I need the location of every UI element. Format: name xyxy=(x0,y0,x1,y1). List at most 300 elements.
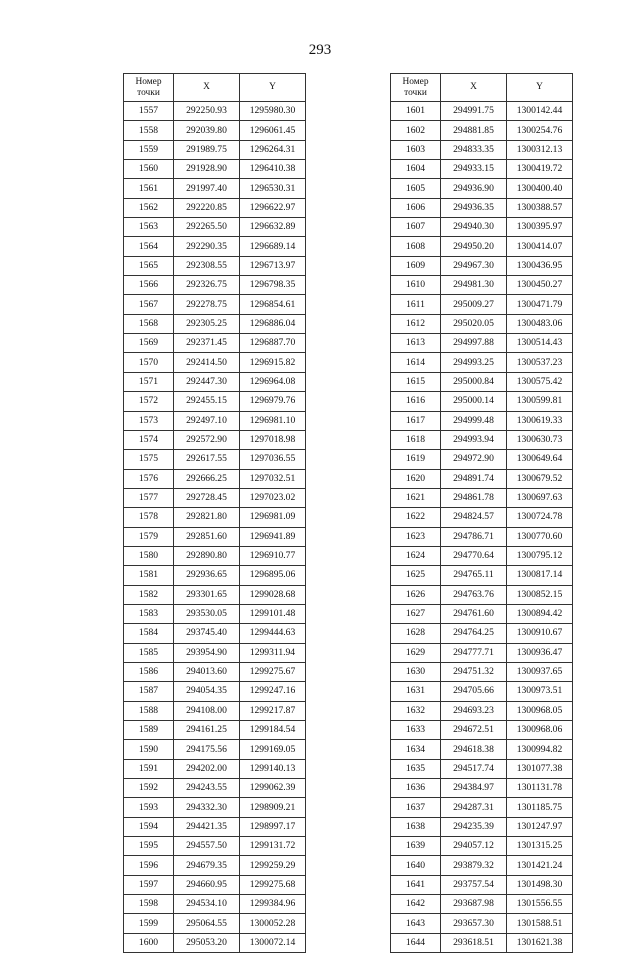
y-coordinate-cell: 1300795.12 xyxy=(507,546,573,565)
table-row xyxy=(391,237,573,256)
x-coordinate-cell: 294764.25 xyxy=(441,624,507,643)
x-coordinate-cell: 292290.35 xyxy=(174,237,240,256)
table-row xyxy=(124,779,306,798)
x-coordinate-cell: 294997.88 xyxy=(441,334,507,353)
table-row xyxy=(124,314,306,333)
y-coordinate-cell: 1300936.47 xyxy=(507,643,573,662)
table-row xyxy=(391,740,573,759)
y-coordinate-cell: 1300471.79 xyxy=(507,295,573,314)
y-coordinate-cell: 1299169.05 xyxy=(240,740,306,759)
table-row xyxy=(124,276,306,295)
point-number-cell: 1589 xyxy=(124,721,174,740)
point-number-cell: 1595 xyxy=(124,837,174,856)
table-row xyxy=(124,914,306,933)
table-row xyxy=(391,314,573,333)
table-row xyxy=(124,392,306,411)
point-number-cell: 1606 xyxy=(391,198,441,217)
table-row xyxy=(124,353,306,372)
point-number-cell: 1565 xyxy=(124,256,174,275)
x-coordinate-cell: 293745.40 xyxy=(174,624,240,643)
point-number-cell: 1575 xyxy=(124,450,174,469)
y-coordinate-cell: 1296887.70 xyxy=(240,334,306,353)
point-number-cell: 1628 xyxy=(391,624,441,643)
x-coordinate-cell: 292220.85 xyxy=(174,198,240,217)
x-coordinate-cell: 294933.15 xyxy=(441,160,507,179)
x-coordinate-cell: 294618.38 xyxy=(441,740,507,759)
point-number-header: Номер точки xyxy=(124,74,174,102)
table-row xyxy=(391,856,573,875)
y-coordinate-cell: 1296622.97 xyxy=(240,198,306,217)
x-coordinate-cell: 292728.45 xyxy=(174,488,240,507)
table-row xyxy=(391,372,573,391)
x-coordinate-cell: 294235.39 xyxy=(441,817,507,836)
y-coordinate-cell: 1300817.14 xyxy=(507,566,573,585)
x-coordinate-cell: 294751.32 xyxy=(441,662,507,681)
x-coordinate-cell: 292414.50 xyxy=(174,353,240,372)
table-row xyxy=(124,933,306,952)
page-number: 293 xyxy=(308,42,332,58)
table-row xyxy=(391,430,573,449)
table-row xyxy=(124,218,306,237)
y-coordinate-cell: 1296264.31 xyxy=(240,140,306,159)
y-coordinate-cell: 1301185.75 xyxy=(507,798,573,817)
point-number-cell: 1576 xyxy=(124,469,174,488)
point-number-cell: 1592 xyxy=(124,779,174,798)
point-number-cell: 1639 xyxy=(391,837,441,856)
y-coordinate-cell: 1299311.94 xyxy=(240,643,306,662)
y-coordinate-cell: 1296915.82 xyxy=(240,353,306,372)
x-coordinate-cell: 294517.74 xyxy=(441,759,507,778)
x-coordinate-cell: 294693.23 xyxy=(441,701,507,720)
point-number-cell: 1608 xyxy=(391,237,441,256)
x-coordinate-cell: 294950.20 xyxy=(441,237,507,256)
y-coordinate-cell: 1301247.97 xyxy=(507,817,573,836)
x-coordinate-cell: 294940.30 xyxy=(441,218,507,237)
y-coordinate-cell: 1299184.54 xyxy=(240,721,306,740)
x-coordinate-cell: 294993.25 xyxy=(441,353,507,372)
point-number-cell: 1566 xyxy=(124,276,174,295)
point-number-cell: 1596 xyxy=(124,856,174,875)
x-coordinate-cell: 294936.90 xyxy=(441,179,507,198)
x-coordinate-cell: 294243.55 xyxy=(174,779,240,798)
y-coordinate-cell: 1300724.78 xyxy=(507,508,573,527)
x-coordinate-cell: 292305.25 xyxy=(174,314,240,333)
point-number-cell: 1588 xyxy=(124,701,174,720)
x-coordinate-cell: 294881.85 xyxy=(441,121,507,140)
table-row xyxy=(391,469,573,488)
table-row xyxy=(391,140,573,159)
table-row xyxy=(391,895,573,914)
point-number-cell: 1567 xyxy=(124,295,174,314)
x-coordinate-cell: 292455.15 xyxy=(174,392,240,411)
table-row xyxy=(124,624,306,643)
table-row xyxy=(124,430,306,449)
table-row xyxy=(124,662,306,681)
y-coordinate-cell: 1299140.13 xyxy=(240,759,306,778)
point-number-cell: 1617 xyxy=(391,411,441,430)
point-number-cell: 1607 xyxy=(391,218,441,237)
y-header: Y xyxy=(240,74,306,102)
table-row xyxy=(124,256,306,275)
y-coordinate-cell: 1296979.76 xyxy=(240,392,306,411)
x-coordinate-cell: 295009.27 xyxy=(441,295,507,314)
table-row xyxy=(124,488,306,507)
table-row xyxy=(124,334,306,353)
y-coordinate-cell: 1301421.24 xyxy=(507,856,573,875)
point-number-cell: 1612 xyxy=(391,314,441,333)
point-number-cell: 1598 xyxy=(124,895,174,914)
x-coordinate-cell: 294761.60 xyxy=(441,604,507,623)
y-coordinate-cell: 1299275.68 xyxy=(240,875,306,894)
x-coordinate-cell: 294786.71 xyxy=(441,527,507,546)
table-row xyxy=(124,160,306,179)
table-row xyxy=(124,469,306,488)
point-number-cell: 1622 xyxy=(391,508,441,527)
table-row xyxy=(391,295,573,314)
table-row xyxy=(124,837,306,856)
x-coordinate-cell: 294557.50 xyxy=(174,837,240,856)
x-coordinate-cell: 292278.75 xyxy=(174,295,240,314)
table-header-row xyxy=(124,74,306,102)
x-coordinate-cell: 295000.14 xyxy=(441,392,507,411)
y-coordinate-cell: 1298997.17 xyxy=(240,817,306,836)
table-row xyxy=(391,276,573,295)
x-coordinate-cell: 294770.64 xyxy=(441,546,507,565)
point-number-cell: 1560 xyxy=(124,160,174,179)
point-number-cell: 1641 xyxy=(391,875,441,894)
x-coordinate-cell: 292308.55 xyxy=(174,256,240,275)
point-number-cell: 1613 xyxy=(391,334,441,353)
point-number-cell: 1642 xyxy=(391,895,441,914)
x-coordinate-cell: 294679.35 xyxy=(174,856,240,875)
x-coordinate-cell: 294705.66 xyxy=(441,682,507,701)
point-number-cell: 1624 xyxy=(391,546,441,565)
point-number-cell: 1604 xyxy=(391,160,441,179)
point-number-cell: 1597 xyxy=(124,875,174,894)
table-row xyxy=(124,643,306,662)
table-row xyxy=(391,334,573,353)
y-coordinate-cell: 1299275.67 xyxy=(240,662,306,681)
x-coordinate-cell: 293530.05 xyxy=(174,604,240,623)
x-coordinate-cell: 294833.35 xyxy=(441,140,507,159)
x-coordinate-cell: 292265.50 xyxy=(174,218,240,237)
y-coordinate-cell: 1299247.16 xyxy=(240,682,306,701)
y-coordinate-cell: 1301131.78 xyxy=(507,779,573,798)
table-row xyxy=(124,527,306,546)
x-coordinate-cell: 294672.51 xyxy=(441,721,507,740)
y-coordinate-cell: 1299101.48 xyxy=(240,604,306,623)
table-row xyxy=(124,798,306,817)
x-coordinate-cell: 293879.32 xyxy=(441,856,507,875)
x-header: X xyxy=(174,74,240,102)
y-coordinate-cell: 1300072.14 xyxy=(240,933,306,952)
coordinates-table-right xyxy=(390,73,573,953)
point-number-cell: 1632 xyxy=(391,701,441,720)
point-number-cell: 1577 xyxy=(124,488,174,507)
y-coordinate-cell: 1296713.97 xyxy=(240,256,306,275)
y-coordinate-cell: 1296886.04 xyxy=(240,314,306,333)
point-number-cell: 1582 xyxy=(124,585,174,604)
table-row xyxy=(124,759,306,778)
x-coordinate-cell: 294972.90 xyxy=(441,450,507,469)
table-row xyxy=(124,450,306,469)
x-coordinate-cell: 294993.94 xyxy=(441,430,507,449)
table-row xyxy=(124,856,306,875)
point-number-cell: 1594 xyxy=(124,817,174,836)
table-row xyxy=(391,179,573,198)
point-number-cell: 1636 xyxy=(391,779,441,798)
table-row xyxy=(124,295,306,314)
y-coordinate-cell: 1299444.63 xyxy=(240,624,306,643)
point-number-cell: 1610 xyxy=(391,276,441,295)
table-row xyxy=(391,566,573,585)
table-row xyxy=(391,837,573,856)
y-coordinate-cell: 1296964.08 xyxy=(240,372,306,391)
x-coordinate-cell: 293618.51 xyxy=(441,933,507,952)
x-coordinate-cell: 294108.00 xyxy=(174,701,240,720)
y-coordinate-cell: 1297036.55 xyxy=(240,450,306,469)
point-number-cell: 1643 xyxy=(391,914,441,933)
table-row xyxy=(124,721,306,740)
y-coordinate-cell: 1296689.14 xyxy=(240,237,306,256)
y-coordinate-cell: 1296981.10 xyxy=(240,411,306,430)
point-number-cell: 1611 xyxy=(391,295,441,314)
point-number-cell: 1630 xyxy=(391,662,441,681)
y-coordinate-cell: 1300395.97 xyxy=(507,218,573,237)
table-row xyxy=(391,933,573,952)
table-row xyxy=(391,817,573,836)
table-row xyxy=(124,508,306,527)
point-number-cell: 1558 xyxy=(124,121,174,140)
point-number-cell: 1580 xyxy=(124,546,174,565)
point-number-cell: 1614 xyxy=(391,353,441,372)
point-number-cell: 1574 xyxy=(124,430,174,449)
y-coordinate-cell: 1300450.27 xyxy=(507,276,573,295)
point-number-cell: 1619 xyxy=(391,450,441,469)
point-number-cell: 1634 xyxy=(391,740,441,759)
y-coordinate-cell: 1300630.73 xyxy=(507,430,573,449)
y-coordinate-cell: 1300894.42 xyxy=(507,604,573,623)
table-row xyxy=(124,121,306,140)
table-row xyxy=(391,256,573,275)
table-row xyxy=(391,411,573,430)
y-header: Y xyxy=(507,74,573,102)
x-coordinate-cell: 293301.65 xyxy=(174,585,240,604)
x-coordinate-cell: 292497.10 xyxy=(174,411,240,430)
point-number-cell: 1562 xyxy=(124,198,174,217)
point-number-cell: 1561 xyxy=(124,179,174,198)
x-coordinate-cell: 294660.95 xyxy=(174,875,240,894)
y-coordinate-cell: 1296981.09 xyxy=(240,508,306,527)
y-coordinate-cell: 1301588.51 xyxy=(507,914,573,933)
point-number-cell: 1625 xyxy=(391,566,441,585)
x-coordinate-cell: 294891.74 xyxy=(441,469,507,488)
table-row xyxy=(391,121,573,140)
y-coordinate-cell: 1299259.29 xyxy=(240,856,306,875)
point-number-cell: 1578 xyxy=(124,508,174,527)
x-coordinate-cell: 292039.80 xyxy=(174,121,240,140)
y-coordinate-cell: 1296530.31 xyxy=(240,179,306,198)
point-number-cell: 1621 xyxy=(391,488,441,507)
table-row xyxy=(391,624,573,643)
y-coordinate-cell: 1301077.38 xyxy=(507,759,573,778)
y-coordinate-cell: 1300436.95 xyxy=(507,256,573,275)
table-row xyxy=(391,160,573,179)
x-coordinate-cell: 292326.75 xyxy=(174,276,240,295)
table-row xyxy=(391,488,573,507)
table-row xyxy=(124,546,306,565)
y-coordinate-cell: 1296410.38 xyxy=(240,160,306,179)
y-coordinate-cell: 1296941.89 xyxy=(240,527,306,546)
x-coordinate-cell: 292371.45 xyxy=(174,334,240,353)
y-coordinate-cell: 1300697.63 xyxy=(507,488,573,507)
y-coordinate-cell: 1297018.98 xyxy=(240,430,306,449)
point-number-cell: 1593 xyxy=(124,798,174,817)
y-coordinate-cell: 1296632.89 xyxy=(240,218,306,237)
table-row xyxy=(124,604,306,623)
x-coordinate-cell: 292572.90 xyxy=(174,430,240,449)
point-number-cell: 1616 xyxy=(391,392,441,411)
x-coordinate-cell: 294384.97 xyxy=(441,779,507,798)
x-coordinate-cell: 293687.98 xyxy=(441,895,507,914)
table-row xyxy=(391,198,573,217)
x-coordinate-cell: 292617.55 xyxy=(174,450,240,469)
point-number-cell: 1601 xyxy=(391,102,441,121)
point-number-cell: 1600 xyxy=(124,933,174,952)
table-row xyxy=(391,508,573,527)
table-row xyxy=(124,585,306,604)
point-number-cell: 1568 xyxy=(124,314,174,333)
x-coordinate-cell: 294763.76 xyxy=(441,585,507,604)
point-number-cell: 1640 xyxy=(391,856,441,875)
point-number-cell: 1626 xyxy=(391,585,441,604)
y-coordinate-cell: 1298909.21 xyxy=(240,798,306,817)
point-number-cell: 1585 xyxy=(124,643,174,662)
y-coordinate-cell: 1295980.30 xyxy=(240,102,306,121)
y-coordinate-cell: 1300052.28 xyxy=(240,914,306,933)
point-number-cell: 1563 xyxy=(124,218,174,237)
table-row xyxy=(124,895,306,914)
x-coordinate-cell: 294175.56 xyxy=(174,740,240,759)
x-coordinate-cell: 295053.20 xyxy=(174,933,240,952)
y-coordinate-cell: 1300649.64 xyxy=(507,450,573,469)
y-coordinate-cell: 1300388.57 xyxy=(507,198,573,217)
table-row xyxy=(124,140,306,159)
y-coordinate-cell: 1300973.51 xyxy=(507,682,573,701)
x-coordinate-cell: 293954.90 xyxy=(174,643,240,662)
y-coordinate-cell: 1300619.33 xyxy=(507,411,573,430)
y-coordinate-cell: 1300994.82 xyxy=(507,740,573,759)
point-number-cell: 1618 xyxy=(391,430,441,449)
point-number-cell: 1635 xyxy=(391,759,441,778)
point-number-cell: 1603 xyxy=(391,140,441,159)
table-row xyxy=(124,701,306,720)
point-number-cell: 1571 xyxy=(124,372,174,391)
point-number-cell: 1581 xyxy=(124,566,174,585)
table-row xyxy=(124,682,306,701)
y-coordinate-cell: 1299131.72 xyxy=(240,837,306,856)
x-coordinate-cell: 294057.12 xyxy=(441,837,507,856)
point-number-cell: 1627 xyxy=(391,604,441,623)
table-row xyxy=(391,779,573,798)
y-coordinate-cell: 1301556.55 xyxy=(507,895,573,914)
x-coordinate-cell: 293657.30 xyxy=(441,914,507,933)
table-row xyxy=(124,875,306,894)
y-coordinate-cell: 1300312.13 xyxy=(507,140,573,159)
y-coordinate-cell: 1300599.81 xyxy=(507,392,573,411)
y-coordinate-cell: 1300419.72 xyxy=(507,160,573,179)
point-number-cell: 1615 xyxy=(391,372,441,391)
table-row xyxy=(124,179,306,198)
point-number-cell: 1644 xyxy=(391,933,441,952)
x-coordinate-cell: 295020.05 xyxy=(441,314,507,333)
y-coordinate-cell: 1300852.15 xyxy=(507,585,573,604)
y-coordinate-cell: 1296910.77 xyxy=(240,546,306,565)
x-coordinate-cell: 294999.48 xyxy=(441,411,507,430)
point-number-cell: 1584 xyxy=(124,624,174,643)
point-number-header: Номер точки xyxy=(391,74,441,102)
x-coordinate-cell: 292447.30 xyxy=(174,372,240,391)
x-coordinate-cell: 294332.30 xyxy=(174,798,240,817)
y-coordinate-cell: 1300414.07 xyxy=(507,237,573,256)
point-number-cell: 1629 xyxy=(391,643,441,662)
y-coordinate-cell: 1300254.76 xyxy=(507,121,573,140)
y-coordinate-cell: 1300575.42 xyxy=(507,372,573,391)
x-coordinate-cell: 294967.30 xyxy=(441,256,507,275)
y-coordinate-cell: 1300937.65 xyxy=(507,662,573,681)
x-coordinate-cell: 292821.80 xyxy=(174,508,240,527)
table-row xyxy=(391,450,573,469)
table-row xyxy=(391,353,573,372)
x-coordinate-cell: 295000.84 xyxy=(441,372,507,391)
table-row xyxy=(391,798,573,817)
table-row xyxy=(124,198,306,217)
table-row xyxy=(391,218,573,237)
table-row xyxy=(124,411,306,430)
point-number-cell: 1631 xyxy=(391,682,441,701)
table-row xyxy=(391,682,573,701)
table-row xyxy=(391,604,573,623)
point-number-cell: 1569 xyxy=(124,334,174,353)
x-coordinate-cell: 294013.60 xyxy=(174,662,240,681)
x-coordinate-cell: 292250.93 xyxy=(174,102,240,121)
x-coordinate-cell: 291928.90 xyxy=(174,160,240,179)
y-coordinate-cell: 1297032.51 xyxy=(240,469,306,488)
table-row xyxy=(124,237,306,256)
table-row xyxy=(391,643,573,662)
x-coordinate-cell: 294991.75 xyxy=(441,102,507,121)
y-coordinate-cell: 1296798.35 xyxy=(240,276,306,295)
table-row xyxy=(391,875,573,894)
table-row xyxy=(391,392,573,411)
x-coordinate-cell: 294054.35 xyxy=(174,682,240,701)
x-coordinate-cell: 294777.71 xyxy=(441,643,507,662)
y-coordinate-cell: 1299217.87 xyxy=(240,701,306,720)
point-number-cell: 1579 xyxy=(124,527,174,546)
point-number-cell: 1564 xyxy=(124,237,174,256)
y-coordinate-cell: 1301498.30 xyxy=(507,875,573,894)
y-coordinate-cell: 1300537.23 xyxy=(507,353,573,372)
x-coordinate-cell: 294202.00 xyxy=(174,759,240,778)
x-header: X xyxy=(441,74,507,102)
y-coordinate-cell: 1296895.06 xyxy=(240,566,306,585)
x-coordinate-cell: 294287.31 xyxy=(441,798,507,817)
x-coordinate-cell: 291989.75 xyxy=(174,140,240,159)
point-number-cell: 1609 xyxy=(391,256,441,275)
x-coordinate-cell: 292851.60 xyxy=(174,527,240,546)
y-coordinate-cell: 1300679.52 xyxy=(507,469,573,488)
x-coordinate-cell: 292936.65 xyxy=(174,566,240,585)
